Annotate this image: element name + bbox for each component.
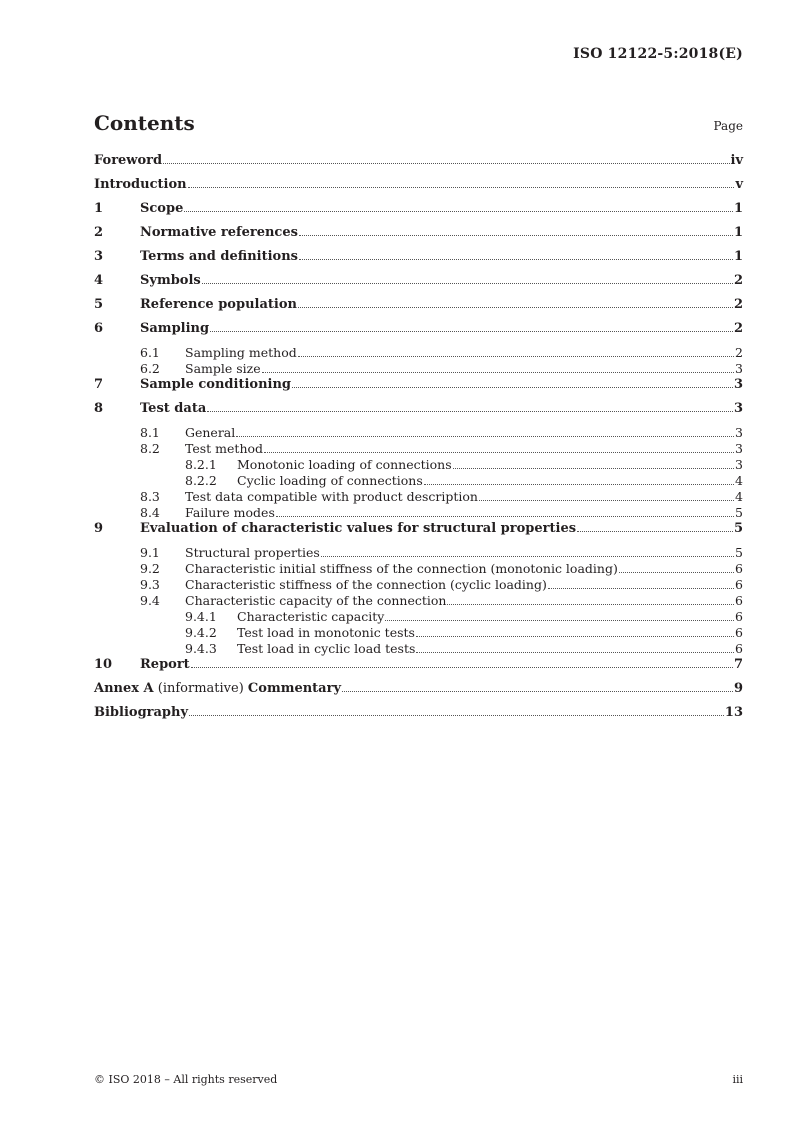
dot-leader [577, 531, 733, 532]
toc-entry-page: 6 [735, 577, 743, 592]
dot-leader [292, 387, 733, 388]
document-id: ISO 12122-5:2018(E) [573, 46, 743, 62]
dot-leader [276, 516, 734, 517]
toc-entry-number: 9.4 [140, 593, 160, 608]
toc-entry-6[interactable] [94, 321, 743, 345]
toc-entry-page: 3 [735, 457, 743, 472]
dot-leader [619, 572, 734, 573]
toc-entry-number: 8.1 [140, 425, 160, 440]
toc-entry-8-4[interactable] [94, 505, 743, 521]
dot-leader [299, 259, 733, 260]
toc-entry-9-4[interactable] [94, 593, 743, 609]
toc-entry-number: 9 [94, 521, 104, 536]
toc-entry-number: 9.4.1 [185, 609, 217, 624]
toc-entry-title: Test load in monotonic tests [237, 625, 415, 640]
toc-entry-title: General [185, 425, 236, 440]
toc-entry-2[interactable] [94, 225, 743, 249]
toc-entry-page: v [735, 177, 743, 192]
toc-entry-number: 5 [94, 297, 104, 312]
toc-entry-8-3[interactable] [94, 489, 743, 505]
toc-entry-page: 5 [733, 521, 743, 536]
dot-leader [424, 484, 734, 485]
toc-entry-number: 8.4 [140, 505, 160, 520]
dot-leader [210, 331, 733, 332]
toc-entry-title: Evaluation of characteristic values for structural properties [140, 521, 577, 536]
toc-entry-page: 6 [735, 625, 743, 640]
toc-entry-page: 4 [735, 473, 743, 488]
toc-entry-6-2[interactable] [94, 361, 743, 377]
toc-entry-title: Reference population [140, 297, 297, 312]
toc-entry-page: 3 [735, 361, 743, 376]
toc-entry-8-2-1[interactable] [94, 457, 743, 473]
toc-entry-7[interactable] [94, 377, 743, 401]
dot-leader [298, 356, 734, 357]
toc-entry-title: Report [140, 657, 190, 672]
toc-entry-number: 9.4.2 [185, 625, 217, 640]
toc-entry-number: 3 [94, 249, 104, 264]
dot-leader [453, 468, 734, 469]
dot-leader [385, 620, 734, 621]
dot-leader [299, 235, 733, 236]
toc-entry-page: 6 [735, 641, 743, 656]
toc-entry-page: 5 [735, 505, 743, 520]
toc-entry-title: Characteristic capacity of the connection [185, 593, 447, 608]
toc-entry-page: 4 [735, 489, 743, 504]
toc-entry-title: Cyclic loading of connections [237, 473, 423, 488]
dot-leader [298, 307, 733, 308]
toc-entry-page: 2 [733, 297, 743, 312]
toc-entry-number: 6.1 [140, 345, 160, 360]
toc-entry-9-4-3[interactable] [94, 641, 743, 657]
toc-entry-8-2[interactable] [94, 441, 743, 457]
toc-entry-number: 10 [94, 657, 113, 672]
toc-entry-number: 9.1 [140, 545, 160, 560]
toc-entry-number: 9.4.3 [185, 641, 217, 656]
dot-leader [479, 500, 734, 501]
toc-entry-8-1[interactable] [94, 425, 743, 441]
toc-entry-title: Commentary [247, 681, 342, 696]
dot-leader [264, 452, 734, 453]
dot-leader [189, 715, 724, 716]
page-number: iii [732, 1073, 743, 1086]
toc-entry-page: 3 [733, 377, 743, 392]
dot-leader [163, 163, 729, 164]
toc-entry-title: Test load in cyclic load tests [237, 641, 416, 656]
toc-entry-page: 2 [733, 273, 743, 288]
toc-entry-page: 1 [733, 201, 743, 216]
toc-entry-bibliography[interactable] [94, 705, 743, 729]
toc-entry-page: 2 [733, 321, 743, 336]
toc-entry-title: Sample conditioning [140, 377, 292, 392]
toc-entry-title: Structural properties [185, 545, 320, 560]
dot-leader [188, 187, 735, 188]
page-title: Contents [94, 111, 195, 135]
toc-entry-5[interactable] [94, 297, 743, 321]
toc-entry-6-1[interactable] [94, 345, 743, 361]
toc-entry-number: 8.2.2 [185, 473, 217, 488]
toc-entry-number: 8.2 [140, 441, 160, 456]
toc-entry-title: Characteristic initial stiffness of the connection (monotonic loading) [185, 561, 618, 576]
dot-leader [416, 636, 734, 637]
toc-entry-title: Test data compatible with product description [185, 489, 478, 504]
toc-entry-title: Terms and definitions [140, 249, 298, 264]
dot-leader [202, 283, 733, 284]
dot-leader [184, 211, 733, 212]
toc-entry-page: 2 [735, 345, 743, 360]
toc-entry-1[interactable] [94, 201, 743, 225]
toc-entry-number: 4 [94, 273, 104, 288]
toc-entry-page: 6 [735, 561, 743, 576]
dot-leader [262, 372, 734, 373]
toc-entry-annex-a[interactable] [94, 681, 743, 705]
toc-entry-page: 3 [735, 425, 743, 440]
toc-entry-number: 2 [94, 225, 104, 240]
toc-entry-title: Introduction [94, 177, 187, 192]
toc-entry-title: Sampling method [185, 345, 297, 360]
toc-entry-9-4-2[interactable] [94, 625, 743, 641]
dot-leader [321, 556, 734, 557]
toc-entry-9-2[interactable] [94, 561, 743, 577]
toc-entry-title: Test method [185, 441, 264, 456]
toc-entry-page: 5 [735, 545, 743, 560]
toc-entry-page: 9 [733, 681, 743, 696]
toc-entry-number: 8.2.1 [185, 457, 217, 472]
toc-entry-foreword[interactable] [94, 153, 743, 177]
toc-entry-page: 3 [733, 401, 743, 416]
toc-entry-title: Sample size [185, 361, 261, 376]
toc-entry-8-2-2[interactable] [94, 473, 743, 489]
table-of-contents [94, 153, 743, 729]
toc-entry-page: 3 [735, 441, 743, 456]
dot-leader [548, 588, 734, 589]
toc-entry-number: 9.2 [140, 561, 160, 576]
dot-leader [342, 691, 733, 692]
dot-leader [447, 604, 734, 605]
dot-leader [207, 411, 733, 412]
toc-entry-page: 13 [724, 705, 743, 720]
toc-entry-3[interactable] [94, 249, 743, 273]
toc-entry-4[interactable] [94, 273, 743, 297]
toc-entry-title: Characteristic capacity [237, 609, 385, 624]
toc-entry-page: 1 [733, 225, 743, 240]
toc-entry-10[interactable] [94, 657, 743, 681]
toc-entry-introduction[interactable] [94, 177, 743, 201]
toc-entry-number: 9.3 [140, 577, 160, 592]
copyright-notice: © ISO 2018 – All rights reserved [94, 1073, 278, 1086]
toc-entry-number: 8 [94, 401, 104, 416]
toc-entry-page: 6 [735, 593, 743, 608]
toc-entry-number: 6 [94, 321, 104, 336]
toc-entry-annex-label: Annex A [94, 681, 154, 696]
toc-entry-title: Failure modes [185, 505, 275, 520]
toc-entry-page: 7 [733, 657, 743, 672]
dot-leader [236, 436, 734, 437]
toc-entry-page: 6 [735, 609, 743, 624]
toc-entry-title: Monotonic loading of connections [237, 457, 452, 472]
toc-entry-number: 1 [94, 201, 104, 216]
toc-entry-page: iv [730, 153, 743, 168]
toc-entry-9-1[interactable] [94, 545, 743, 561]
toc-entry-title: Scope [140, 201, 184, 216]
toc-entry-9-4-1[interactable] [94, 609, 743, 625]
toc-entry-title: Characteristic stiffness of the connection (cyclic loading) [185, 577, 547, 592]
dot-leader [416, 652, 734, 653]
toc-entry-number: 7 [94, 377, 104, 392]
toc-entry-8[interactable] [94, 401, 743, 425]
toc-entry-title: Sampling [140, 321, 210, 336]
toc-entry-number: 6.2 [140, 361, 160, 376]
toc-entry-title: Normative references [140, 225, 298, 240]
toc-entry-title: Test data [140, 401, 207, 416]
toc-entry-9[interactable] [94, 521, 743, 545]
toc-entry-page: 1 [733, 249, 743, 264]
toc-entry-number: 8.3 [140, 489, 160, 504]
page-column-label: Page [713, 119, 743, 133]
toc-entry-title: Symbols [140, 273, 201, 288]
toc-entry-annex-qualifier: (informative) [153, 681, 248, 696]
toc-entry-9-3[interactable] [94, 577, 743, 593]
toc-entry-title: Foreword [94, 153, 163, 168]
dot-leader [191, 667, 733, 668]
toc-entry-title: Bibliography [94, 705, 189, 720]
